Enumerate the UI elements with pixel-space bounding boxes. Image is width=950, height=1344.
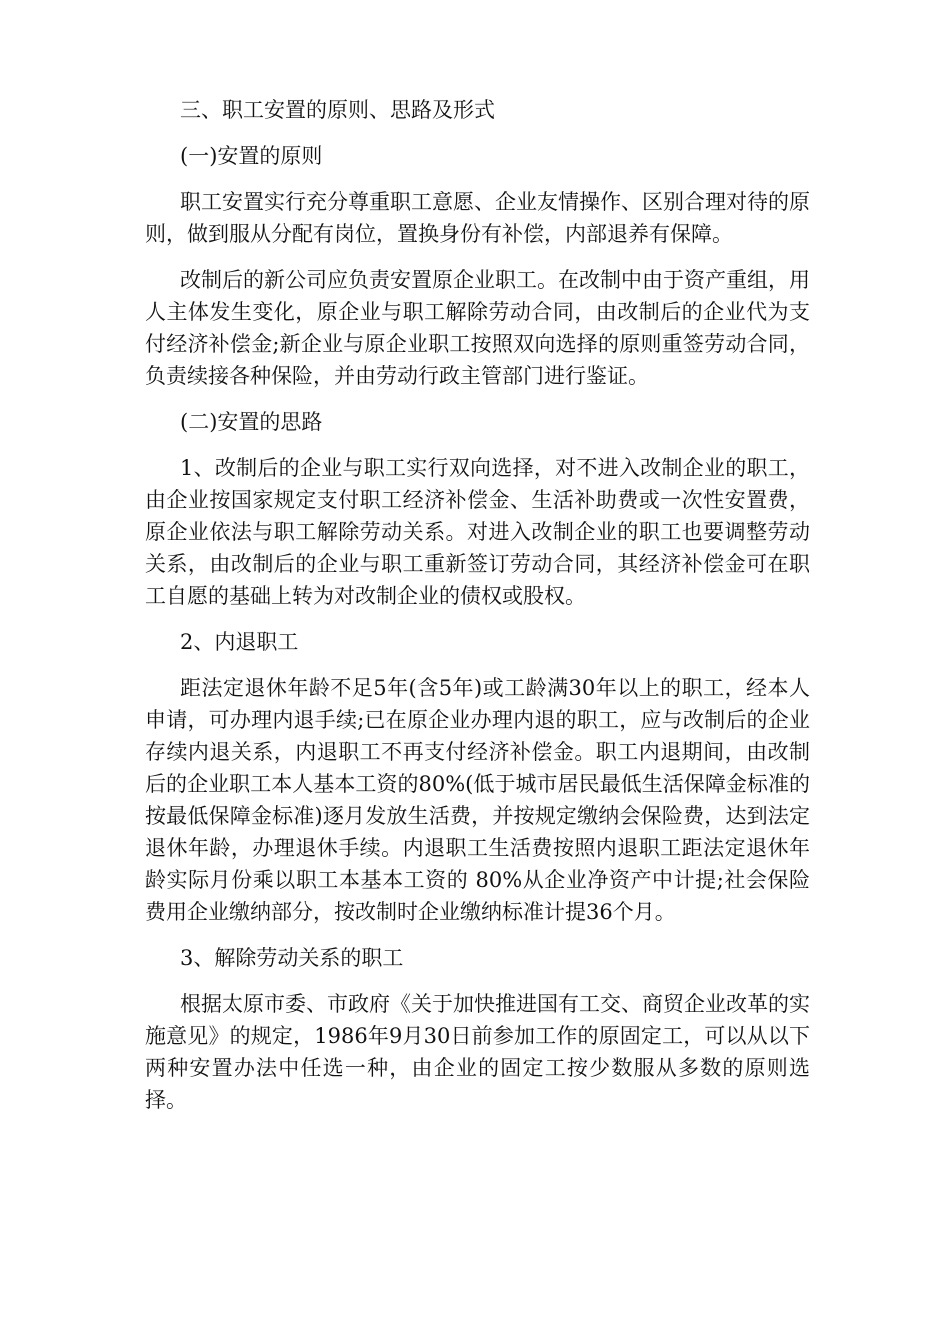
item-2-title: 2、内退职工	[180, 630, 299, 654]
section-1-paragraph-2: 改制后的新公司应负责安置原企业职工。在改制中由于资产重组，用人主体发生变化，原企业与职工解除劳动合同，由改制后的企业代为支付经济补偿金;新企业与原企业职工按照双向选择的原则重签劳动合同，负责续接各种保险，并由劳动行政主管部门进行鉴证。	[145, 268, 810, 388]
item-3-paragraph: 根据太原市委、市政府《关于加快推进国有工交、商贸企业改革的实施意见》的规定，1986年9月30日前参加工作的原固定工，可以从以下两种安置办法中任选一种，由企业的固定工按少数服从多数的原则选择。	[145, 992, 810, 1112]
item-1-paragraph: 1、改制后的企业与职工实行双向选择，对不进入改制企业的职工，由企业按国家规定支付职工经济补偿金、生活补助费或一次性安置费，原企业依法与职工解除劳动关系。对进入改制企业的职工也要调整劳动关系，由改制后的企业与职工重新签订劳动合同，其经济补偿金可在职工自愿的基础上转为对改制企业的债权或股权。	[145, 456, 810, 608]
document-body	[145, 94, 810, 1130]
item-2-paragraph: 距法定退休年龄不足5年(含5年)或工龄满30年以上的职工，经本人申请，可办理内退手续;已在原企业办理内退的职工，应与改制后的企业存续内退关系，内退职工不再支付经济补偿金。职工内退期间，由改制后的企业职工本人基本工资的80%(低于城市居民最低生活保障金标准的按最低保障金标准)逐月发放生活费，并按规定缴纳会保险费，达到法定退休年龄，办理退休手续。内退职工生活费按照内退职工距法定退休年龄实际月份乘以职工本基本工资的 80%从企业净资产中计提;社会保险费用企业缴纳部分，按改制时企业缴纳标准计提36个月。	[145, 676, 810, 924]
section-2-title: (二)安置的思路	[180, 410, 323, 434]
main-heading: 三、职工安置的原则、思路及形式	[180, 98, 495, 122]
section-1-title: (一)安置的原则	[180, 144, 323, 168]
section-1-paragraph-1: 职工安置实行充分尊重职工意愿、企业友情操作、区别合理对待的原则，做到服从分配有岗位，置换身份有补偿，内部退养有保障。	[145, 190, 810, 246]
item-3-title: 3、解除劳动关系的职工	[180, 946, 404, 970]
